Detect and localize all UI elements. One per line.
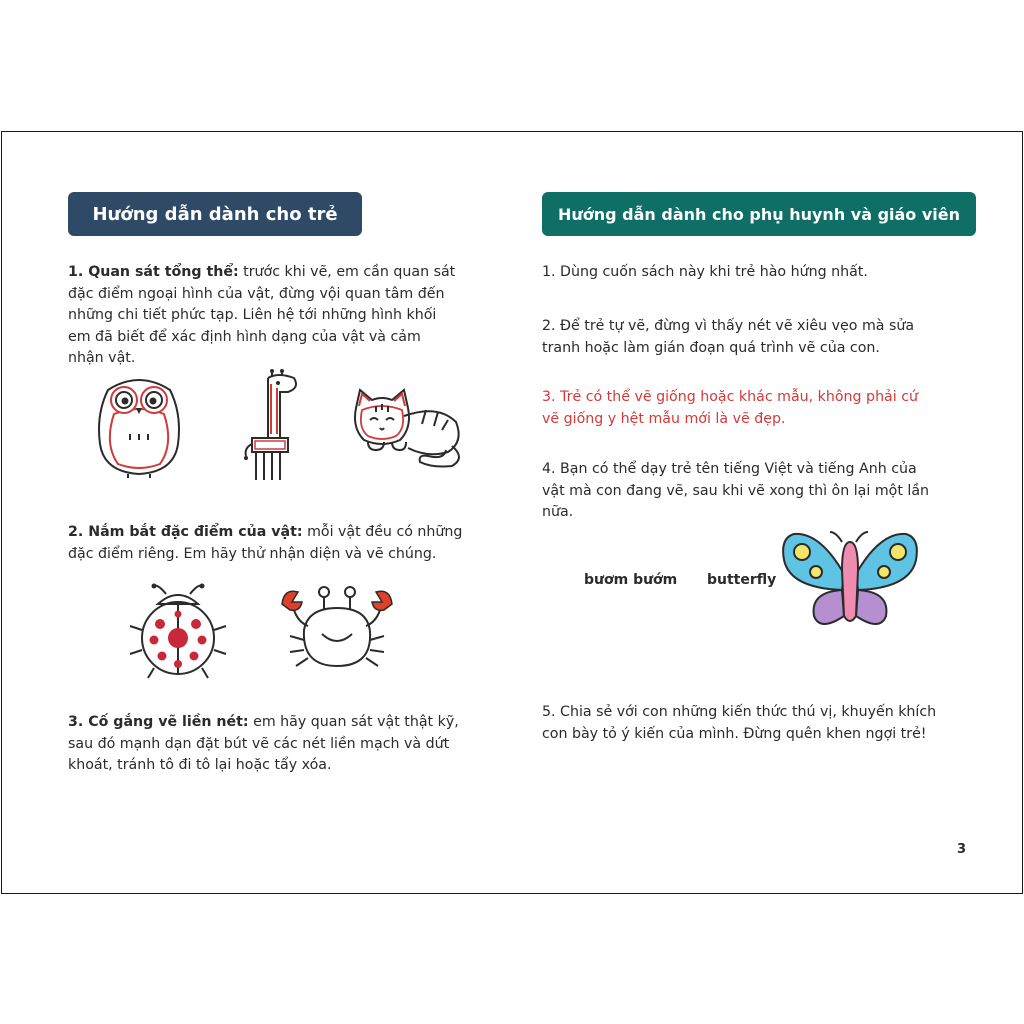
owl-drawing [94, 374, 184, 478]
kids-tip-1-line: nhận vật. [68, 350, 136, 366]
ladybug-drawing [128, 580, 228, 680]
parents-tip-4-line: 4. Bạn có thể dạy trẻ tên tiếng Việt và tiếng Anh của [542, 461, 917, 477]
kids-tip-2-line: đặc điểm riêng. Em hãy thử nhận diện và vẽ chúng. [68, 545, 437, 562]
kids-tip-1-line: đặc điểm ngoại hình của vật, đừng vội quan tâm đến [68, 285, 445, 302]
parents-tip-5-line: 5. Chia sẻ với con những kiến thức thú vị, khuyến khích [542, 704, 937, 720]
parents-guide-heading-text: Hướng dẫn dành cho phụ huynh và giáo viên [557, 204, 961, 224]
word-vietnamese: bươm bướm [584, 572, 678, 588]
parents-tip-4 [542, 459, 929, 524]
kids-guide-heading [68, 192, 362, 236]
parents-tip-1-line: 1. Dùng cuốn sách này khi trẻ hào hứng nhất. [542, 264, 868, 280]
parents-tip-1 [542, 262, 868, 284]
parents-tip-5-line: con bày tỏ ý kiến của mình. Đừng quên khen ngợi trẻ! [542, 725, 927, 742]
parents-tip-2-line: 2. Để trẻ tự vẽ, đừng vì thấy nét vẽ xiêu vẹo mà sửa [542, 318, 915, 334]
page-number: 3 [957, 842, 967, 857]
kids-tip-3-line: khoát, tránh tô đi tô lại hoặc tẩy xóa. [68, 757, 332, 773]
kids-tip-2-title: 2. Nắm bắt đặc điểm của vật: [68, 524, 303, 540]
parents-tip-5 [542, 702, 936, 745]
crab-drawing [274, 580, 400, 680]
kids-tip-2-line: mỗi vật đều có những [302, 524, 463, 540]
kids-tip-3-title: 3. Cố gắng vẽ liền nét: [68, 714, 249, 730]
parents-guide-heading [542, 192, 976, 236]
kids-tip-1-title: 1. Quan sát tổng thể: [68, 264, 239, 280]
kids-tip-1-line: những chi tiết phức tạp. Liên hệ tới những hình khối [68, 307, 437, 323]
kids-tip-3-line: sau đó mạnh dạn đặt bút vẽ các nét liền mạch và dứt [68, 735, 450, 752]
parents-tip-3 [542, 387, 918, 430]
parents-tip-3-line: 3. Trẻ có thể vẽ giống hoặc khác mẫu, không phải cứ [542, 389, 918, 405]
giraffe-drawing [238, 368, 302, 488]
parents-tip-4-line: nữa. [542, 504, 574, 520]
parents-tip-2 [542, 316, 914, 359]
butterfly-drawing [780, 530, 920, 634]
kids-tip-1 [68, 262, 455, 370]
kids-tip-1-line: em đã biết để xác định hình dạng của vật và cảm [68, 328, 421, 345]
parents-tip-4-line: vật mà con đang vẽ, sau khi vẽ xong thì ôn lại một lần [542, 482, 930, 499]
kids-tip-3-line: em hãy quan sát vật thật kỹ, [248, 714, 459, 730]
book-page [1, 131, 1023, 894]
cat-drawing [348, 386, 466, 468]
kids-guide-heading-text: Hướng dẫn dành cho trẻ [92, 203, 338, 225]
word-english: butterfly [707, 572, 777, 588]
kids-tip-1-line: trước khi vẽ, em cần quan sát [238, 264, 456, 280]
parents-tip-3-line: vẽ giống y hệt mẫu mới là vẽ đẹp. [542, 410, 786, 427]
kids-tip-3 [68, 712, 459, 777]
parents-tip-2-line: tranh hoặc làm gián đoạn quá trình vẽ của con. [542, 339, 880, 356]
kids-tip-2 [68, 522, 462, 565]
